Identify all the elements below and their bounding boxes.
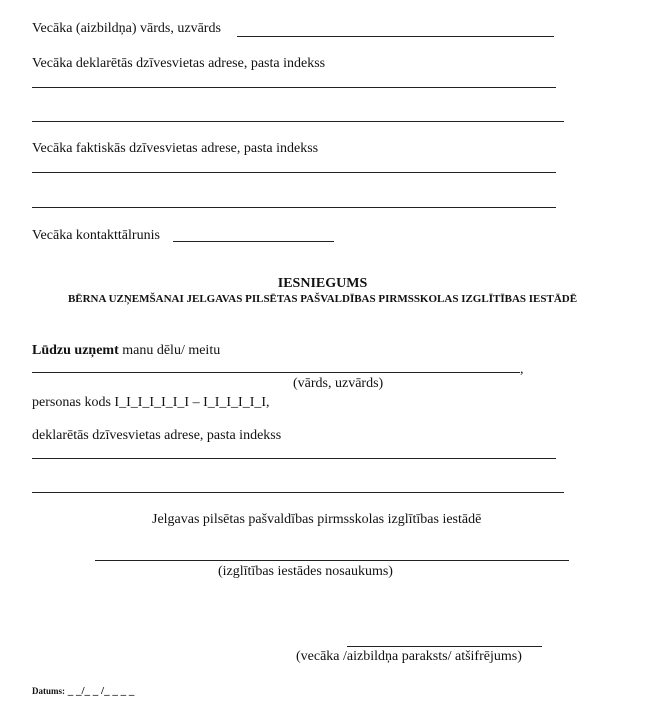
request-bold-part: Lūdzu uzņemt (32, 343, 119, 358)
parent-declared-address-label: Vecāka deklarētās dzīvesvietas adrese, pasta indekss (32, 56, 326, 71)
institution-caption: (izglītības iestādes nosaukums) (218, 564, 393, 579)
child-declared-address-line-2[interactable] (32, 492, 564, 493)
parent-name-label: Vecāka (aizbildņa) vārds, uzvārds (32, 21, 221, 36)
date-row[interactable] (32, 683, 134, 700)
request-sentence (32, 343, 220, 359)
parent-phone-label: Vecāka kontakttālrunis (32, 228, 160, 243)
signature-field[interactable] (347, 646, 542, 647)
personal-code[interactable]: personas kods I_I_I_I_I_I_I – I_I_I_I_I_I, (32, 395, 270, 410)
document-title: IESNIEGUMS (277, 276, 368, 291)
parent-actual-address-label: Vecāka faktiskās dzīvesvietas adrese, pasta indekss (32, 141, 319, 156)
parent-declared-address-line-1[interactable] (32, 87, 556, 88)
parent-declared-address-line-2[interactable] (32, 121, 564, 122)
institution-name-field[interactable] (95, 560, 569, 561)
institution-text: Jelgavas pilsētas pašvaldības pirmsskolas izglītības iestādē (152, 512, 482, 527)
parent-name-field[interactable] (237, 36, 554, 37)
parent-phone-field[interactable] (173, 241, 334, 242)
signature-caption: (vecāka /aizbildņa paraksts/ atšifrējums) (296, 649, 522, 664)
document-subtitle: BĒRNA UZŅEMŠANAI JELGAVAS PILSĒTAS PAŠVALDĪBAS PIRMSSKOLAS IZGLĪTĪBAS IESTĀDĒ (67, 293, 578, 305)
request-rest: manu dēlu/ meitu (118, 343, 221, 358)
date-label: Datums: (32, 686, 65, 696)
parent-actual-address-line-1[interactable] (32, 172, 556, 173)
child-name-caption: (vārds, uzvārds) (293, 376, 384, 391)
child-declared-address-label: deklarētās dzīvesvietas adrese, pasta indekss (32, 428, 282, 443)
child-name-comma: , (520, 362, 524, 377)
parent-actual-address-line-2[interactable] (32, 207, 556, 208)
date-placeholder[interactable]: _ _/_ _ /_ _ _ _ (65, 685, 135, 697)
child-declared-address-line-1[interactable] (32, 458, 556, 459)
child-name-field[interactable] (32, 372, 520, 373)
